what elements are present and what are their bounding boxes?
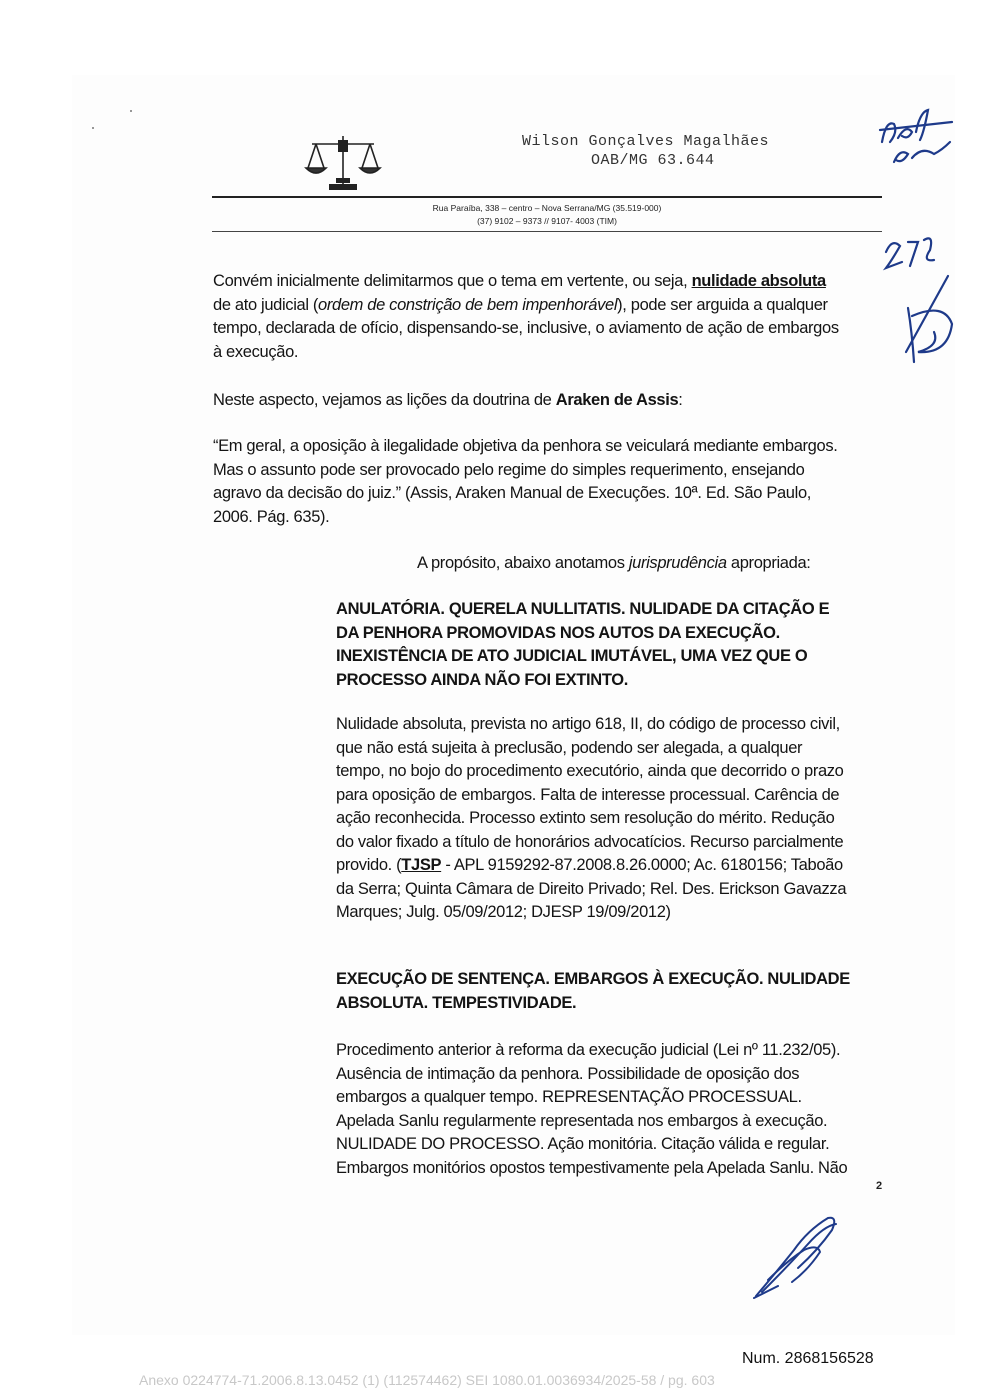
page-number: 2	[876, 1180, 883, 1192]
text-line: para oposição de embargos. Falta de interesse processual. Carência de	[336, 785, 840, 804]
text-run: :	[678, 391, 683, 409]
text-run: Neste aspecto, vejamos as lições da doutrina de	[213, 391, 556, 409]
heading-line: EXECUÇÃO DE SENTENÇA. EMBARGOS À EXECUÇÃO. NULIDADE	[336, 970, 850, 988]
address-line: Rua Paraíba, 338 – centro – Nova Serrana/MG (35.519-000)	[432, 203, 662, 213]
paragraph-doctrine-intro	[213, 389, 893, 413]
case-summary	[336, 1039, 884, 1180]
heading-line: PROCESSO AINDA NÃO FOI EXTINTO.	[336, 670, 628, 689]
lawyer-oab: OAB/MG 63.644	[591, 152, 715, 169]
heading-line: ANULATÓRIA. QUERELA NULLITATIS. NULIDADE DA CITAÇÃO E	[336, 600, 830, 618]
text-line: à execução.	[213, 342, 299, 361]
doctrine-quote	[213, 435, 893, 529]
scan-edge	[955, 0, 991, 1340]
header-rule	[212, 196, 882, 198]
text-line: Ausência de intimação da penhora. Possibilidade de oposição dos	[336, 1064, 800, 1083]
text-run: - APL 9159292-87.2008.8.26.0000; Ac. 6180156; Taboão	[441, 856, 843, 874]
heading-line: ABSOLUTA. TEMPESTIVIDADE.	[336, 993, 577, 1012]
text-run: provido. (	[336, 856, 402, 874]
text-line: “Em geral, a oposição à ilegalidade objetiva da penhora se veiculará mediante embargos.	[213, 437, 838, 455]
handwritten-signature	[748, 1210, 848, 1310]
text-line: da Serra; Quinta Câmara de Direito Privado; Rel. Des. Erickson Gavazza	[336, 879, 847, 898]
paragraph-intro	[213, 270, 893, 364]
text-line: que não está sujeita à preclusão, podendo ser alegada, a qualquer	[336, 738, 803, 757]
scan-speck	[92, 127, 94, 129]
text-run: A propósito, abaixo anotamos	[417, 554, 629, 572]
text-line: do valor fixado a título de honorários advocatícios. Recurso parcialmente	[336, 832, 844, 851]
author-name: Araken de Assis	[555, 391, 679, 409]
case-heading	[336, 598, 876, 692]
heading-line: DA PENHORA PROMOVIDAS NOS AUTOS DA EXECUÇÃO.	[336, 623, 780, 642]
text-line: Nulidade absoluta, prevista no artigo 618, II, do código de processo civil,	[336, 715, 840, 733]
annex-reference: Anexo 0224774-71.2006.8.13.0452 (1) (112574462) SEI 1080.01.0036934/2025-58 / pg. 603	[139, 1372, 715, 1388]
heading-line: INEXISTÊNCIA DE ATO JUDICIAL IMUTÁVEL, UMA VEZ QUE O	[336, 647, 808, 665]
text-line: NULIDADE DO PROCESSO. Ação monitória. Citação válida e regular.	[336, 1135, 830, 1153]
case-heading	[336, 968, 884, 1015]
header-rule	[212, 231, 882, 232]
scan-speck	[130, 110, 132, 112]
jurisprudence-intro	[417, 552, 887, 576]
text-line: Procedimento anterior à reforma da execução judicial (Lei nº 11.232/05).	[336, 1041, 841, 1059]
text-line: Apelada Sanlu regularmente representada nos embargos à execução.	[336, 1111, 828, 1130]
text-line: embargos a qualquer tempo. REPRESENTAÇÃO PROCESSUAL.	[336, 1088, 802, 1106]
case-summary	[336, 713, 884, 925]
scales-of-justice-icon	[302, 130, 384, 194]
phone-line: (37) 9102 – 9373 // 9107- 4003 (TIM)	[477, 216, 617, 226]
text-run: apropriada:	[726, 554, 811, 572]
text-line: agravo da decisão do juiz.” (Assis, Araken Manual de Execuções. 10ª. Ed. São Paulo,	[213, 484, 811, 502]
handwritten-initials-mark	[872, 102, 962, 172]
text-line: Marques; Julg. 05/09/2012; DJESP 19/09/2012)	[336, 903, 671, 921]
text-line: 2006. Pág. 635).	[213, 507, 330, 526]
emphasis-text: nulidade absoluta	[691, 272, 826, 290]
text-line: tempo, declarada de ofício, dispensando-se, inclusive, o aviamento de ação de embargos	[213, 319, 839, 337]
court-name: TJSP	[401, 856, 442, 874]
text-run: Convém inicialmente delimitarmos que o tema em vertente, ou seja,	[213, 272, 692, 290]
text-line: tempo, no bojo do procedimento executório, ainda que decorrido o prazo	[336, 762, 844, 780]
text-line: ação reconhecida. Processo extinto sem resolução do mérito. Redução	[336, 809, 835, 827]
emphasis-text: ordem de constrição de bem impenhorável	[318, 295, 618, 314]
emphasis-text: jurisprudência	[628, 554, 727, 572]
text-line: Mas o assunto pode ser provocado pelo regime do simples requerimento, ensejando	[213, 460, 805, 479]
text-run: de ato judicial (	[213, 295, 319, 314]
lawyer-name: Wilson Gonçalves Magalhães	[522, 133, 770, 150]
text-run: ), pode ser arguida a qualquer	[617, 295, 828, 314]
document-number: Num. 2868156528	[742, 1350, 874, 1367]
text-line: Embargos monitórios opostos tempestivamente pela Apelada Sanlu. Não	[336, 1158, 848, 1177]
